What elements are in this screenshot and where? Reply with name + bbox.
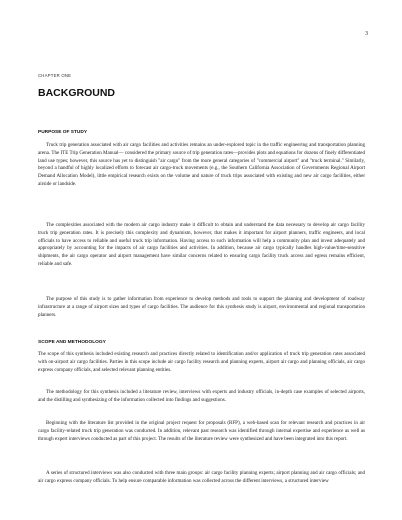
paragraph-scope-2: The methodology for this synthesis included a literature review, interviews with experts and industry officials, in-depth case examples of selected airports, and the distilling and synthesizing of the information collected into findings and suggestions.: [38, 389, 365, 403]
section-heading-scope: SCOPE AND METHODOLOGY: [38, 340, 106, 345]
chapter-title: BACKGROUND: [38, 87, 115, 99]
paragraph-purpose-1: Truck trip generation associated with air cargo facilities and activities remains an under-explored topic in the traffic engineering and transportation planning arena. The ITE Trip Generation Manual— considered the primary source of trip generation rates—provides plots and equations for dozens of finely differentiated land use types; however, this source has yet to distinguish "air cargo" from the more general categories of "commercial airport" and "truck terminal." Similarly, beyond a handful of highly localized efforts to forecast air cargo-truck movements (e.g., the Southern California Association of Governments Regional Airport Demand Allocation Model), little empirical research exists on the volume and nature of truck trips associated with existing and new air cargo facilities, either airside or landside.: [38, 142, 365, 187]
paragraph-purpose-2: The complexities associated with the modern air cargo industry make it difficult to obtain and understand the data necessary to develop air cargo facility truck trip generation rates. It is precisely this complexity and dynamism, however, that makes it important for airport planners, traffic engineers, and local officials to have access to reliable and useful truck trip information. Having access to such information will help a community plan and invest adequately and appropriately by accounting for the impacts of air cargo facilities and activities. In addition, because air cargo typically handles high-value/time-sensitive shipments, the air cargo operator and airport management have similar concerns related to ensuring cargo facility truck access and egress remains efficient, reliable and safe.: [38, 222, 365, 267]
page-number: 3: [365, 31, 368, 37]
section-heading-purpose: PURPOSE OF STUDY: [38, 130, 88, 135]
paragraph-scope-4: A series of structured interviews was also conducted with three main groups: air cargo facility planning experts; airport planning and air cargo officials; and air cargo express company officials. To help ensure comparable information was collected across the different interviews, a structured interview: [38, 470, 365, 484]
paragraph-purpose-3: The purpose of this study is to gather information from experience to develop methods and tools to support the planning and development of roadway infrastructure at a range of airport sizes and types of cargo facilities. The audience for this synthesis study is airport, environmental and regional transportation planners.: [38, 296, 365, 318]
chapter-label: CHAPTER ONE: [38, 73, 72, 78]
paragraph-scope-1: The scope of this synthesis included existing research and practices directly related to identification and/or application of truck trip generation rates associated with on-airport air cargo facilities. Parties in this scope include air cargo facility research and planning experts, airport air cargo and planning officials, air cargo express company officials, and selected relevant planning entities.: [38, 351, 365, 373]
paragraph-scope-3: Beginning with the literature list provided in the original project request for proposals (RFP), a web-based scan for relevant research and practices in air cargo facility-related truck trip generation was conducted. In addition, relevant past research was identified through internal expertise and experience as well as through expert interviews conducted as part of this project. The results of the literature review were synthesized and have been integrated into this report.: [38, 420, 365, 442]
